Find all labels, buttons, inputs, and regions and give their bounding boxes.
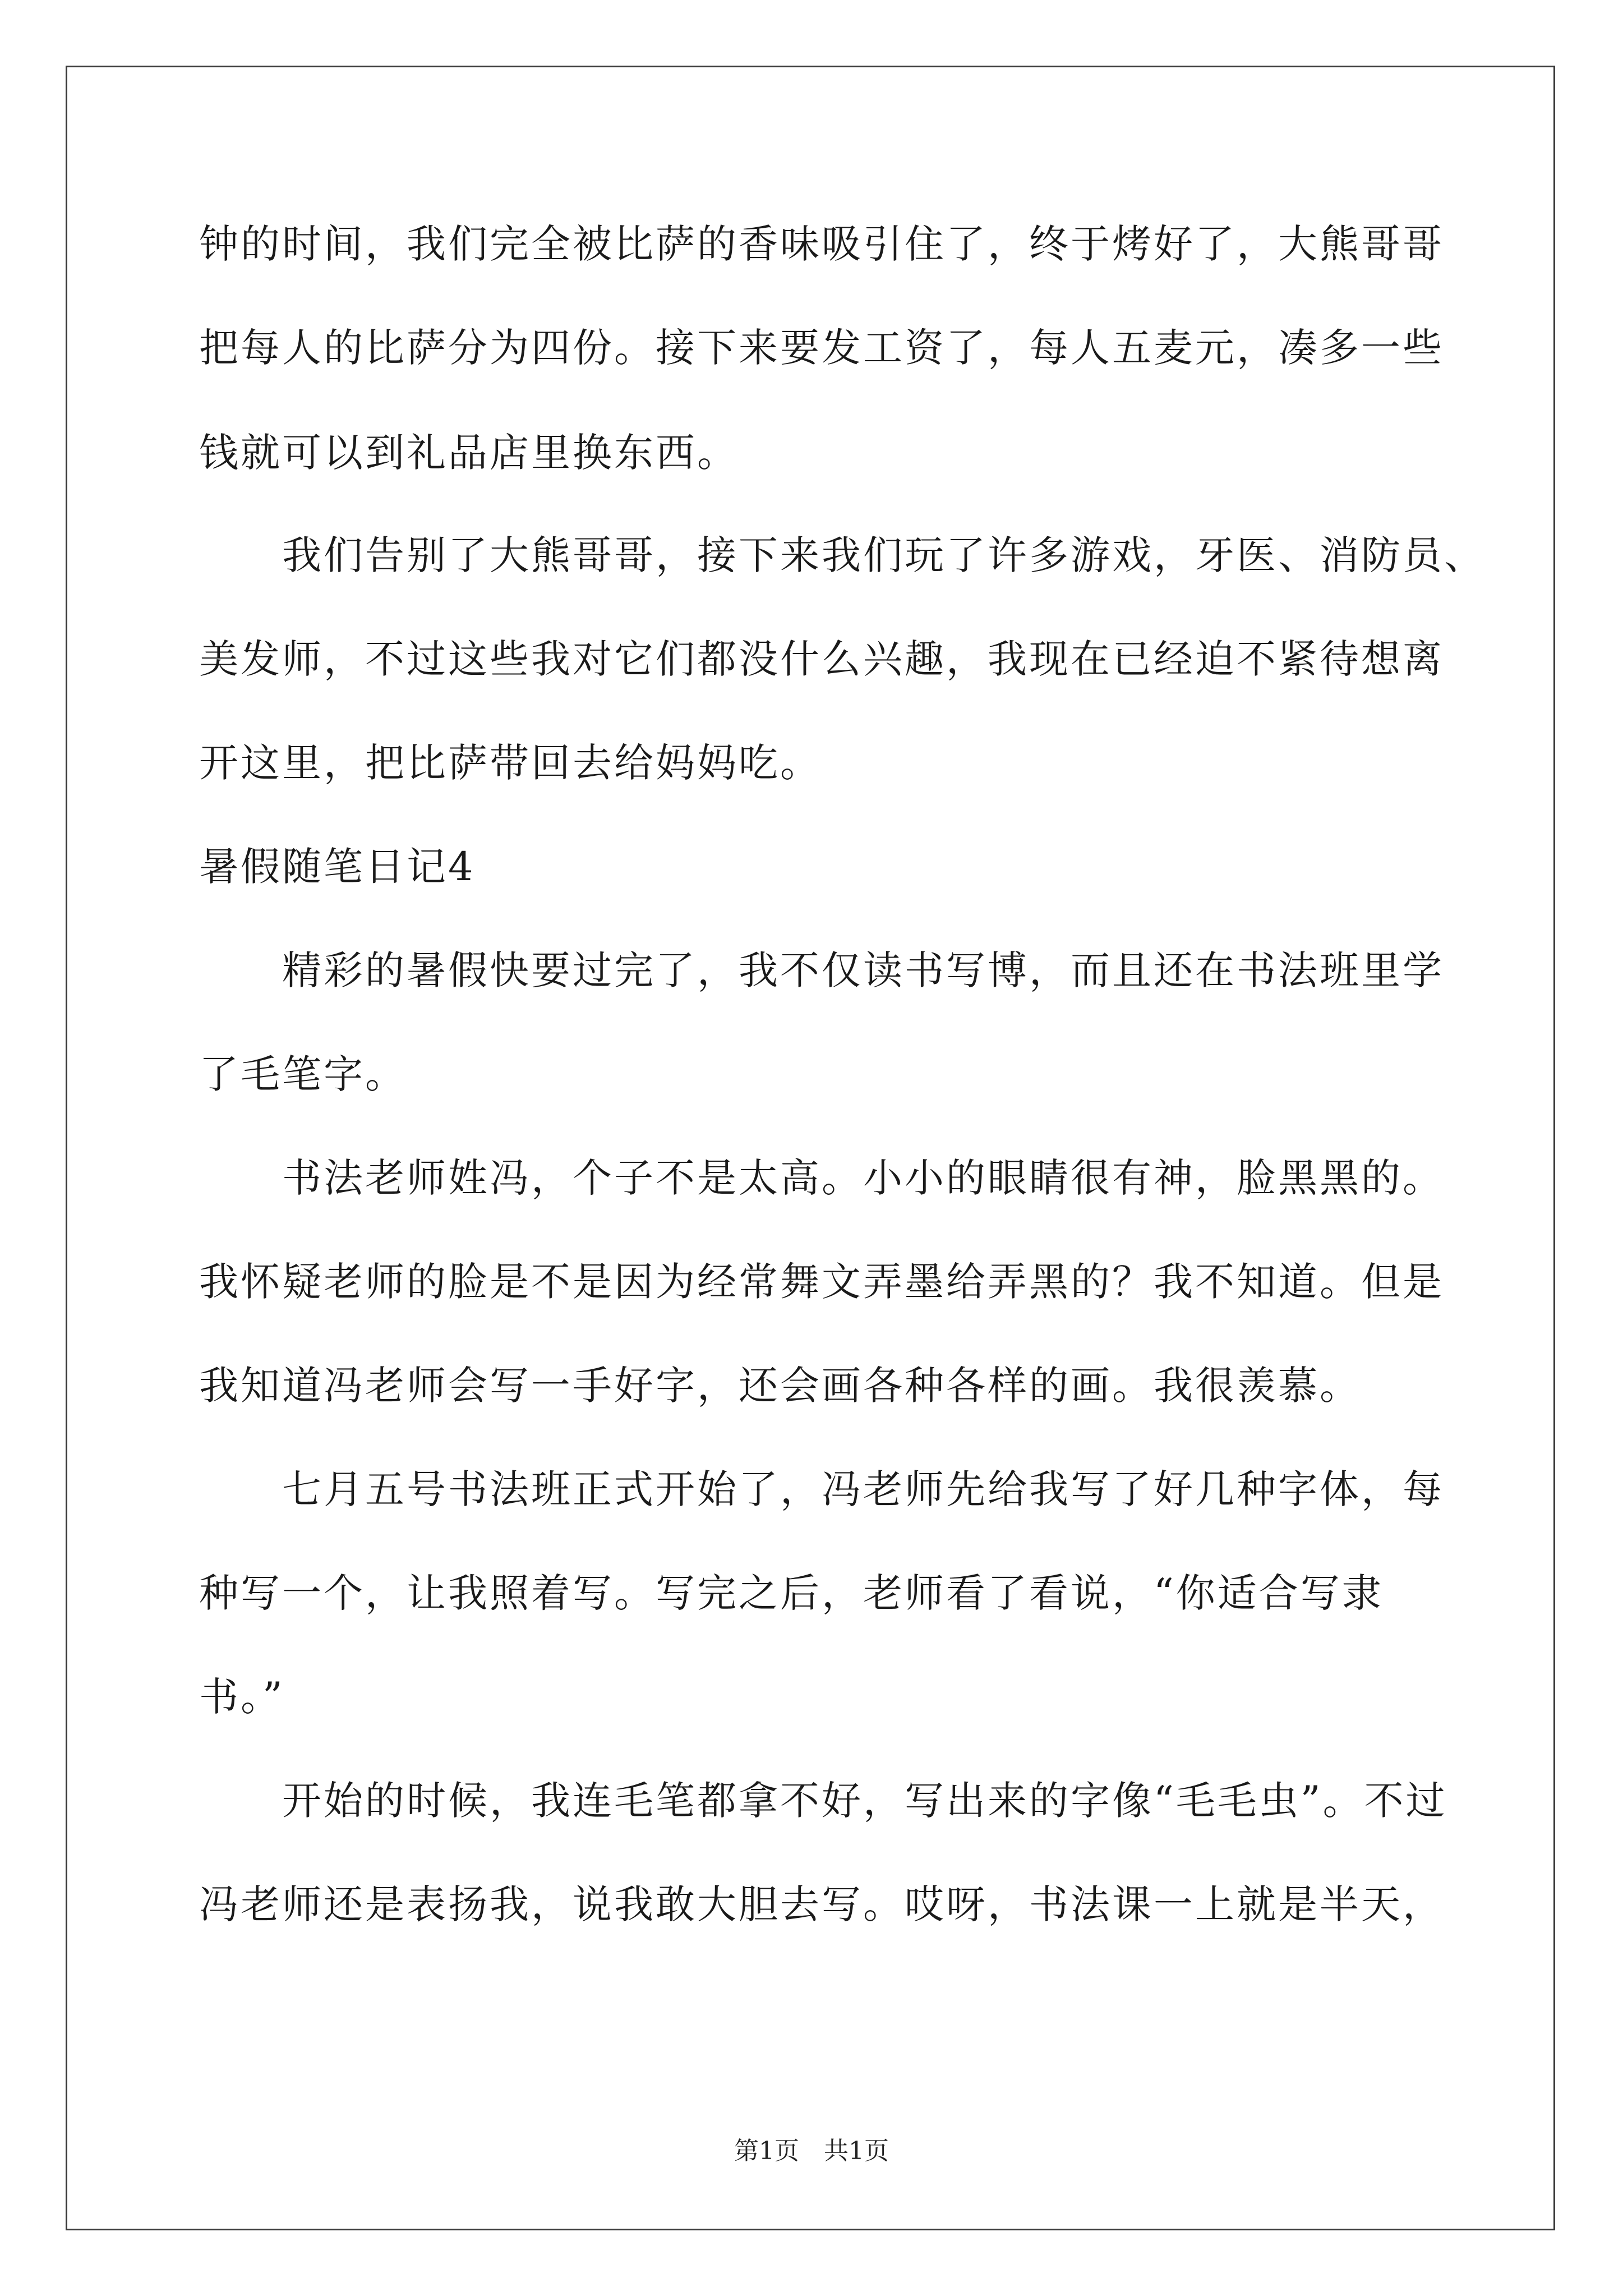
text-line: 美发师，不过这些我对它们都没什么兴趣，我现在已经迫不紧待想离	[199, 636, 1444, 682]
text-line: 钟的时间，我们完全被比萨的香味吸引住了，终于烤好了，大熊哥哥	[199, 221, 1444, 267]
text-line: 冯老师还是表扬我，说我敢大胆去写。哎呀，书法课一上就是半天，	[199, 1881, 1444, 1927]
text-line: 钱就可以到礼品店里换东西。	[199, 430, 739, 476]
text-line: 了毛笔字。	[199, 1051, 407, 1097]
text-line: 我怀疑老师的脸是不是因为经常舞文弄墨给弄黑的？我不知道。但是	[199, 1259, 1444, 1305]
text-line: 精彩的暑假快要过完了，我不仅读书写博，而且还在书法班里学	[199, 947, 1444, 993]
text-line: 把每人的比萨分为四份。接下来要发工资了，每人五麦元，凑多一些	[199, 325, 1444, 371]
text-line: 我知道冯老师会写一手好字，还会画各种各样的画。我很羡慕。	[199, 1363, 1361, 1409]
text-line: 开始的时候，我连毛笔都拿不好，写出来的字像“毛毛虫”。不过	[199, 1778, 1447, 1824]
text-line: 书法老师姓冯，个子不是太高。小小的眼睛很有神，脸黑黑的。	[199, 1155, 1444, 1201]
text-line: 书。”	[199, 1674, 285, 1720]
text-line: 我们告别了大熊哥哥，接下来我们玩了许多游戏，牙医、消防员、	[199, 532, 1486, 578]
section-heading: 暑假随笔日记4	[199, 844, 476, 890]
text-line: 种写一个，让我照着写。写完之后，老师看了看说，“你适合写隶	[199, 1570, 1384, 1616]
page-number: 第1页 共1页	[734, 2137, 889, 2165]
text-line: 开这里，把比萨带回去给妈妈吃。	[199, 740, 822, 786]
text-line: 七月五号书法班正式开始了，冯老师先给我写了好几种字体，每	[199, 1466, 1444, 1512]
